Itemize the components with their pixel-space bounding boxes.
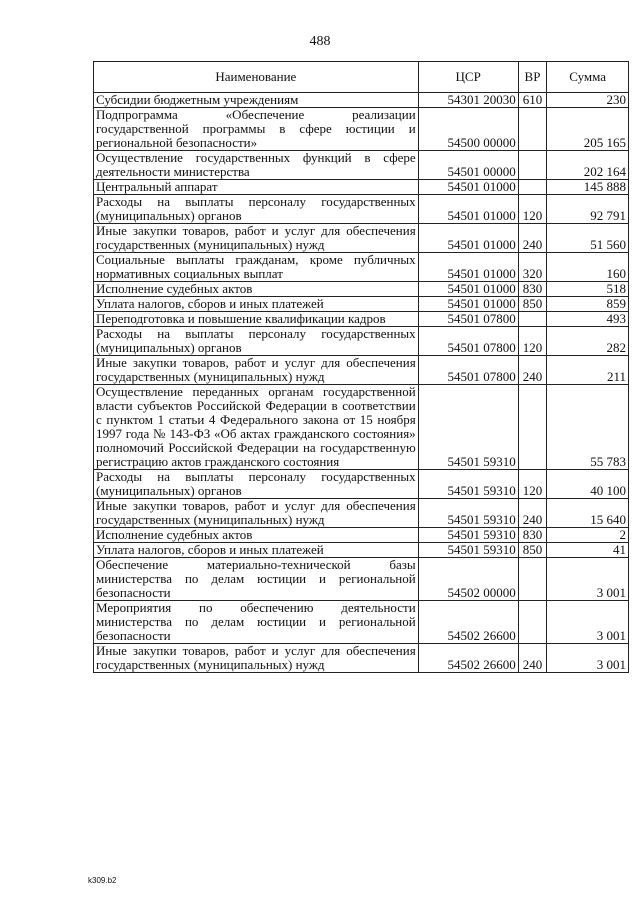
row-sum-cell: 859 [547, 297, 629, 312]
table-row [94, 543, 629, 558]
row-csr-cell: 54501 01000 [418, 195, 518, 224]
table-row [94, 195, 629, 224]
budget-table [93, 61, 629, 673]
table-row [94, 312, 629, 327]
row-name-cell: Обеспечение материально-технической базы министерства по делам юстиции и региональной безопасности [94, 558, 419, 601]
table-row [94, 327, 629, 356]
row-sum-cell: 92 791 [547, 195, 629, 224]
row-vr-cell: 830 [518, 282, 547, 297]
row-sum-cell: 3 001 [547, 558, 629, 601]
row-csr-cell: 54501 01000 [418, 297, 518, 312]
row-vr-cell [518, 312, 547, 327]
row-vr-cell [518, 151, 547, 180]
row-name-cell: Уплата налогов, сборов и иных платежей [94, 543, 419, 558]
row-csr-cell: 54501 59310 [418, 470, 518, 499]
header-name: Наименование [94, 62, 419, 93]
row-sum-cell: 211 [547, 356, 629, 385]
row-name-cell: Мероприятия по обеспечению деятельности министерства по делам юстиции и региональной безопасности [94, 601, 419, 644]
table-row [94, 528, 629, 543]
row-name-cell: Расходы на выплаты персоналу государственных (муниципальных) органов [94, 195, 419, 224]
row-name-cell: Иные закупки товаров, работ и услуг для обеспечения государственных (муниципальных) нужд [94, 644, 419, 673]
table-row [94, 180, 629, 195]
table-row [94, 253, 629, 282]
table-row [94, 385, 629, 470]
row-vr-cell [518, 180, 547, 195]
row-sum-cell: 3 001 [547, 601, 629, 644]
row-sum-cell: 15 640 [547, 499, 629, 528]
row-sum-cell: 518 [547, 282, 629, 297]
row-vr-cell: 240 [518, 499, 547, 528]
row-name-cell: Расходы на выплаты персоналу государственных (муниципальных) органов [94, 327, 419, 356]
row-name-cell: Подпрограмма «Обеспечение реализации государственной программы в сфере юстиции и региональной безопасности» [94, 108, 419, 151]
row-vr-cell: 240 [518, 644, 547, 673]
table-row [94, 224, 629, 253]
table-row [94, 558, 629, 601]
row-vr-cell: 120 [518, 327, 547, 356]
row-csr-cell: 54501 07800 [418, 356, 518, 385]
row-name-cell: Осуществление государственных функций в сфере деятельности министерства [94, 151, 419, 180]
row-sum-cell: 205 165 [547, 108, 629, 151]
row-sum-cell: 160 [547, 253, 629, 282]
row-sum-cell: 230 [547, 93, 629, 108]
table-row [94, 297, 629, 312]
row-vr-cell [518, 601, 547, 644]
row-name-cell: Исполнение судебных актов [94, 282, 419, 297]
row-name-cell: Иные закупки товаров, работ и услуг для обеспечения государственных (муниципальных) нужд [94, 224, 419, 253]
row-vr-cell [518, 385, 547, 470]
row-name-cell: Осуществление переданных органам государственной власти субъектов Российской Федерации в соответствии с пунктом 1 статьи 4 Федерального закона от 15 ноября 1997 года № 143-ФЗ «Об актах гражданского состояния» полномочий Российской Федерации на государственную регистрацию актов гражданского состояния [94, 385, 419, 470]
row-csr-cell: 54501 01000 [418, 224, 518, 253]
row-vr-cell [518, 558, 547, 601]
row-name-cell: Центральный аппарат [94, 180, 419, 195]
row-csr-cell: 54501 00000 [418, 151, 518, 180]
table-row [94, 93, 629, 108]
row-vr-cell: 240 [518, 224, 547, 253]
header-sum: Сумма [547, 62, 629, 93]
row-vr-cell: 850 [518, 297, 547, 312]
row-csr-cell: 54501 59310 [418, 499, 518, 528]
row-vr-cell: 850 [518, 543, 547, 558]
row-sum-cell: 145 888 [547, 180, 629, 195]
table-header-row [94, 62, 629, 93]
row-name-cell: Исполнение судебных актов [94, 528, 419, 543]
row-sum-cell: 282 [547, 327, 629, 356]
row-vr-cell: 830 [518, 528, 547, 543]
header-csr: ЦСР [418, 62, 518, 93]
row-vr-cell: 320 [518, 253, 547, 282]
row-csr-cell: 54501 59310 [418, 528, 518, 543]
row-csr-cell: 54501 07800 [418, 312, 518, 327]
row-sum-cell: 2 [547, 528, 629, 543]
table-row [94, 644, 629, 673]
row-name-cell: Расходы на выплаты персоналу государственных (муниципальных) органов [94, 470, 419, 499]
row-csr-cell: 54501 07800 [418, 327, 518, 356]
row-csr-cell: 54502 00000 [418, 558, 518, 601]
row-sum-cell: 202 164 [547, 151, 629, 180]
row-sum-cell: 41 [547, 543, 629, 558]
row-csr-cell: 54301 20030 [418, 93, 518, 108]
row-sum-cell: 40 100 [547, 470, 629, 499]
table-row [94, 356, 629, 385]
row-name-cell: Субсидии бюджетным учреждениям [94, 93, 419, 108]
table-row [94, 499, 629, 528]
row-csr-cell: 54501 59310 [418, 543, 518, 558]
table-row [94, 601, 629, 644]
row-csr-cell: 54501 01000 [418, 180, 518, 195]
row-name-cell: Переподготовка и повышение квалификации кадров [94, 312, 419, 327]
row-vr-cell: 240 [518, 356, 547, 385]
row-csr-cell: 54501 59310 [418, 385, 518, 470]
row-csr-cell: 54501 01000 [418, 253, 518, 282]
row-vr-cell [518, 108, 547, 151]
table-row [94, 282, 629, 297]
row-csr-cell: 54500 00000 [418, 108, 518, 151]
row-vr-cell: 120 [518, 470, 547, 499]
table-body [94, 93, 629, 673]
table-row [94, 470, 629, 499]
table-row [94, 108, 629, 151]
table-row [94, 151, 629, 180]
row-vr-cell: 610 [518, 93, 547, 108]
row-name-cell: Социальные выплаты гражданам, кроме публичных нормативных социальных выплат [94, 253, 419, 282]
row-sum-cell: 51 560 [547, 224, 629, 253]
row-csr-cell: 54502 26600 [418, 601, 518, 644]
row-csr-cell: 54501 01000 [418, 282, 518, 297]
row-sum-cell: 55 783 [547, 385, 629, 470]
row-sum-cell: 493 [547, 312, 629, 327]
row-name-cell: Уплата налогов, сборов и иных платежей [94, 297, 419, 312]
footer-code: k309.b2 [88, 876, 117, 885]
row-name-cell: Иные закупки товаров, работ и услуг для обеспечения государственных (муниципальных) нужд [94, 499, 419, 528]
row-vr-cell: 120 [518, 195, 547, 224]
page-number: 488 [309, 34, 331, 49]
row-csr-cell: 54502 26600 [418, 644, 518, 673]
header-vr: ВР [518, 62, 547, 93]
row-name-cell: Иные закупки товаров, работ и услуг для обеспечения государственных (муниципальных) нужд [94, 356, 419, 385]
row-sum-cell: 3 001 [547, 644, 629, 673]
